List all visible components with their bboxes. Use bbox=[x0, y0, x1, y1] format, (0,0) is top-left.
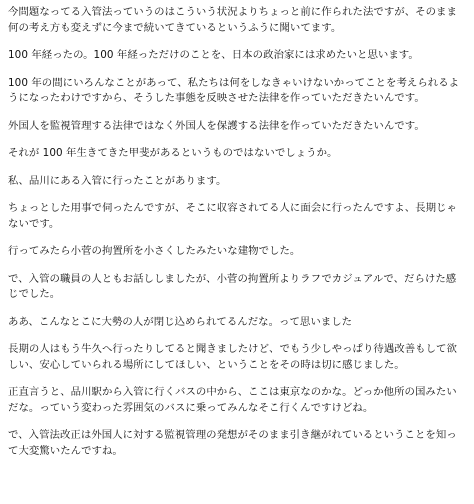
paragraph-1: 今問題なってる入管法っていうのはこういう状況よりちょっと前に作られた法ですが、そのまま何の考え方も変えずに今まで続いてきているというふうに聞いてます。 bbox=[8, 6, 457, 34]
paragraph-4: 外国人を監視管理する法律ではなく外国人を保護する法律を作っていただきたいんです。 bbox=[8, 119, 425, 132]
paragraph-13: で、入管法改正は外国人に対する監視管理の発想がそのまま引き継がれているということを知って大変驚いたんですね。 bbox=[8, 429, 457, 457]
paragraph-7: ちょっとした用事で伺ったんですが、そこに収容されてる人に面会に行ったんですよ、長期じゃないです。 bbox=[8, 202, 457, 230]
paragraph-9: で、入管の職員の人ともお話ししましたが、小菅の拘置所よりラフでカジュアルで、だらけた感じでした。 bbox=[8, 272, 457, 300]
paragraph-10: ああ、こんなとこに大勢の人が閉じ込められてるんだな。って思いました bbox=[8, 315, 353, 328]
paragraph-2: 100 年経ったの。100 年経っただけのことを、日本の政治家には求めたいと思います。 bbox=[8, 49, 419, 61]
paragraph-3: 100 年の間にいろんなことがあって、私たちは何をしなきゃいけないかってことを考えられるようになったわけですから、そうした事態を反映させた法律を作っていただきたいんです。 bbox=[8, 76, 460, 104]
paragraph-8: 行ってみたら小菅の拘置所を小さくしたみたいな建物でした。 bbox=[8, 245, 301, 257]
paragraph-11: 長期の人はもう牛久へ行ったりしてると聞きましたけど、でもう少しやっぱり待遇改善もして欲しい、安心していられる場所にしてほしい、ということをその時は切に感じました。 bbox=[8, 343, 457, 371]
paragraph-6: 私、品川にある入管に行ったことがあります。 bbox=[8, 174, 227, 187]
paragraph-12: 正直言うと、品川駅から入管に行くバスの中から、ここは東京なのかな。どっか他所の国みたいだな。っていう変わった雰囲気のバスに乗ってみんなそこ行くんですけどね。 bbox=[8, 386, 457, 414]
paragraph-5: それが 100 年生きてきた甲斐があるというものではないでしょうか。 bbox=[8, 147, 338, 159]
